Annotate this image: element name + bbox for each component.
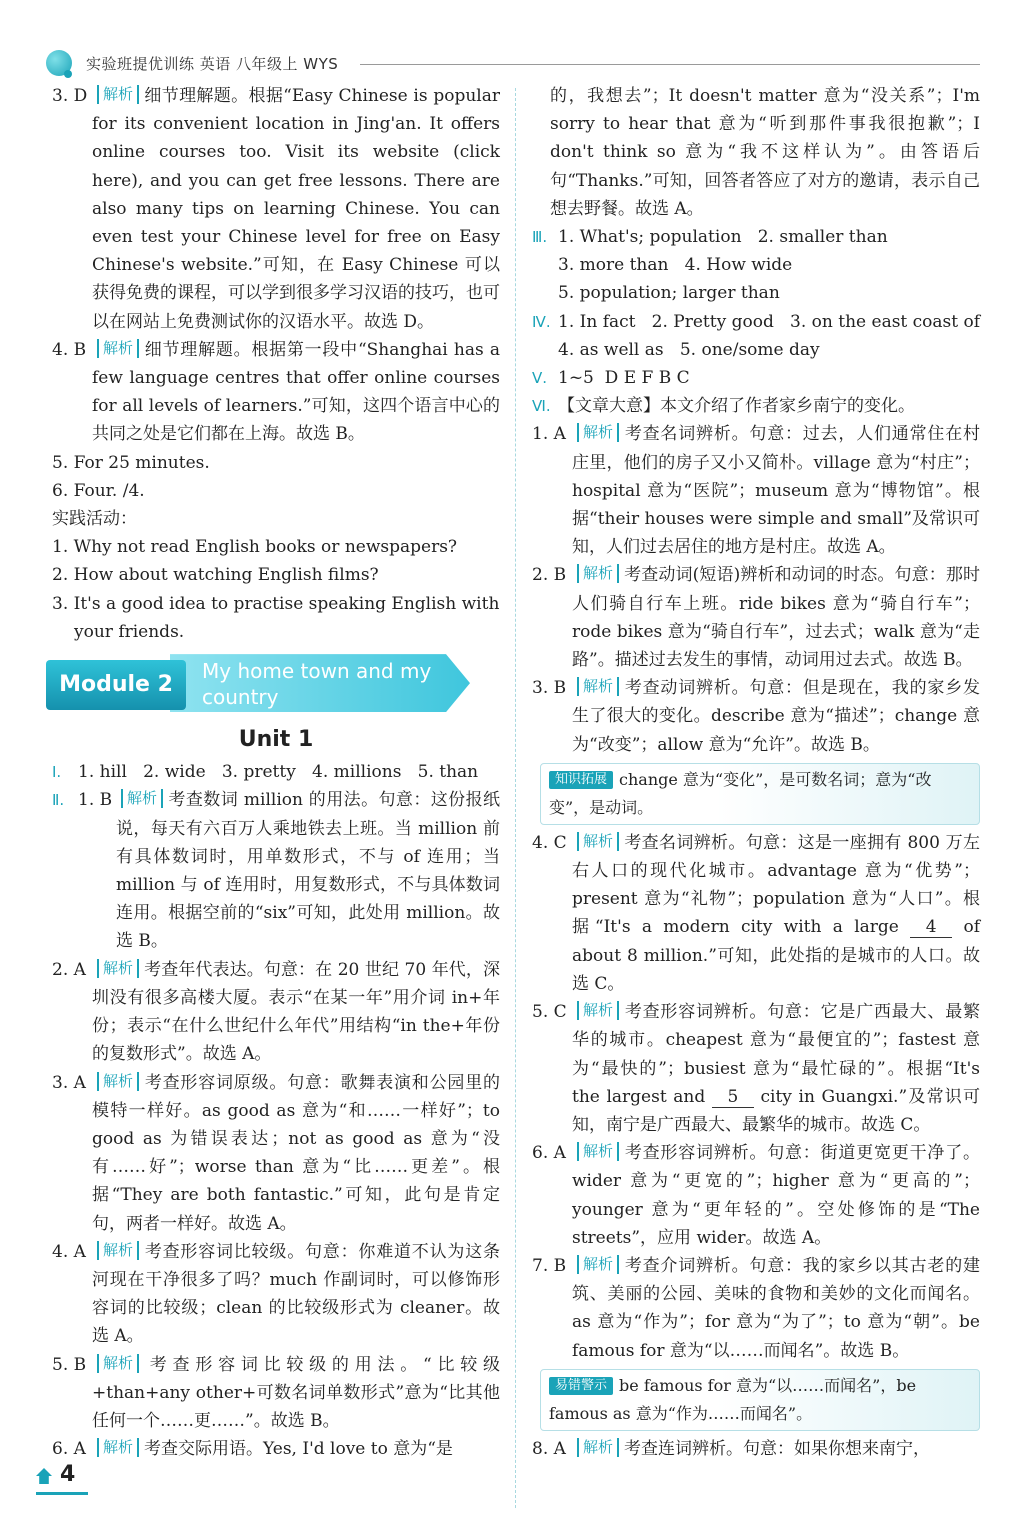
item-text: 考查形容词辨析。句意：它是广西最大、最繁华的城市。cheapest 意为“最便宜的”；fastest 意为“最快的”；busiest 意为“最忙碌的”。根据“It's the largest and [572,1002,980,1107]
unit-title: Unit 1 [238,727,314,753]
item-number: 3. B [532,678,567,699]
analysis-tag: 解析 [577,832,619,851]
analysis-tag: 解析 [577,564,619,583]
item-number: 6. A [52,1439,86,1460]
analysis-tag: 解析 [577,677,619,696]
section-line: 3. more than 4. How wide [558,255,793,276]
analysis-tag: 解析 [577,423,619,442]
warning-box [540,1369,980,1431]
analysis-tag: 解析 [97,1438,139,1457]
answer-item [532,998,980,1139]
section-line: 1. In fact 2. Pretty good 3. on the east coast of [558,311,981,332]
item-number: 1. A [532,424,566,445]
answer-item [52,1238,500,1351]
answer-line: 6. Four. /4. [52,480,145,501]
item-number: 4. B [52,339,87,360]
practice-line: 3. It's a good idea to practise speaking English with your friends. [52,593,500,642]
analysis-tag: 解析 [577,1438,619,1457]
practice-line: 1. Why not read English books or newspapers? [52,537,458,558]
item-number: 7. B [532,1255,567,1276]
item-text: 考查连词辨析。句意：如果你想来南宁， [624,1438,931,1459]
item-number: 4. C [532,832,567,853]
analysis-tag: 解析 [121,789,163,808]
analysis-tag: 解析 [577,1255,619,1274]
blank-number: 4 [910,917,952,938]
column-divider [515,88,516,1508]
answer-item [52,1435,500,1463]
section-line: 1. What's; population 2. smaller than [558,227,888,248]
practice-title: 实践活动： [52,509,137,530]
practice-line: 2. How about watching English films? [52,565,379,586]
section-vi [532,392,980,420]
answer-item [532,674,980,759]
module-label: Module 2 [46,660,186,710]
house-icon [36,1468,52,1484]
module-banner [52,654,500,720]
answer-item [52,1069,500,1238]
answer-item [532,829,980,998]
analysis-tag: 解析 [577,1142,619,1161]
item-number: 5. B [52,1354,87,1375]
blank-number: 5 [712,1087,754,1108]
book-title: 实验班提优训练 英语 八年级上 WYS [86,55,339,73]
answer-item [532,1139,980,1252]
page-header [40,48,980,78]
item-text: 考查形容词比较级的用法。“比较级+than+any other+可数名词单数形式”意为“比其他任何一个……更……”。故选 B。 [92,1354,500,1431]
item-number: 2. B [532,565,567,586]
item-number: 4. A [52,1241,86,1262]
item-text: 细节理解题。根据“Easy Chinese is popular for its convenient location in Jing'an. It offers online courses too. Visit its website (click here), and you can get free lessons. There are also many tips on learning Chinese. You can even test your Chinese level for free on Easy Chinese's website.”可知，在 Easy Chinese 可以获得免费的课程，可以学到很多学习汉语的技巧，也可以在网站上免费测试你的汉语水平。故选 D。 [92,86,500,332]
item-text: 细节理解题。根据第一段中“Shanghai has a few language centres that offer online courses for all levels of learners.”可知，这四个语言中心的共同之处是它们都在上海。故选 B。 [92,339,500,445]
item-text: 考查动词辨析。句意：但是现在，我的家乡发生了很大的变化。describe 意为“描述”；change 意为“改变”；allow 意为“允许”。故选 B。 [572,678,980,755]
page-number [36,1462,88,1496]
analysis-tag: 解析 [97,339,139,358]
logo-dot-icon [64,70,72,78]
item-number: 3. D [52,86,88,106]
header-rule [360,64,980,65]
section-number: Ⅰ. [52,763,62,782]
item-text: 考查交际用语。Yes, I'd love to 意为“是 [144,1439,453,1460]
box-label: 易错警示 [549,1377,613,1395]
analysis-tag: 解析 [97,1072,139,1091]
answer-item [532,1252,980,1365]
item-text: 考查名词辨析。句意：过去，人们通常住在村庄里，他们的房子又小又简朴。village 意为“村庄”；hospital 意为“医院”；museum 意为“博物馆”。根据“their houses were simple and small”及常识可知，人们过去居住的地方是村庄。故选 A。 [572,424,980,558]
section-number: Ⅳ. [532,312,551,331]
answer-item [532,561,980,674]
analysis-tag: 解析 [97,85,139,104]
item-number: 5. C [532,1002,567,1023]
item-text: 考查形容词辨析。句意：街道更宽更干净了。wider 意为“更宽的”；higher 意为“更高的”；younger 意为“更年轻的”。空处修饰的是“The streets”，应用 wider。故选 A。 [572,1143,980,1248]
item-text: 考查介词辨析。句意：我的家乡以其古老的建筑、美丽的公园、美味的食物和美妙的文化而闻名。as 意为“作为”；for 意为“为了”；to 意为“朝”。be famous for 意为“以……而闻名”。故选 B。 [572,1255,980,1361]
item-text: 考查动词(短语)辨析和动词的时态。句意：那时人们骑自行车上班。ride bikes 意为“骑自行车”；rode bikes 意为“骑自行车”，过去式；walk 意为“走路”。描述过去发生的事情，动词用过去式。故选 B。 [572,565,980,671]
left-column [52,82,500,1463]
box-text: change 意为“变化”，是可数名词；意为“改变”，是动词。 [549,769,932,817]
section-iv [532,308,980,364]
item-number: 3. A [52,1072,86,1093]
right-column [532,82,980,1463]
analysis-tag: 解析 [97,1354,139,1373]
section-number: Ⅱ. [52,791,65,810]
answer-item [52,336,500,449]
module-title: My home town and my country [202,659,432,710]
answer-item [532,1435,980,1463]
section-number: Ⅴ. [532,369,548,388]
item-number: 2. A [52,959,86,980]
section-number: Ⅵ. [532,397,551,416]
item-text: 考查年代表达。句意：在 20 世纪 70 年代，深圳没有很多高楼大厦。表示“在某一年”用介词 in+年份；表示“在什么世纪什么年代”用结构“in the+年份的复数形式”。故选 A。 [92,959,500,1065]
item-text: 考查名词辨析。句意：这是一座拥有 800 万左右人口的现代化城市。advantage 意为“优势”；present 意为“礼物”；population 意为“人口”。根据“It's a modern city with a large [572,832,980,938]
section-line: 5. population; larger than [558,283,780,304]
section-line: 4. as well as 5. one/some day [558,339,820,360]
item-text: 考查形容词原级。句意：歌舞表演和公园里的模特一样好。as good as 意为“和……一样好”；to good as 为错误表达；not as good as 意为“没有……好”；worse than 意为“比……更差”。根据“They are both fantastic.”可知，此句是肯定句，两者一样好。故选 A。 [92,1072,500,1234]
item-text: 考查形容词比较级。句意：你难道不认为这条河现在干净很多了吗？much 作副词时，可以修饰形容词的比较级；clean 的比较级形式为 cleaner。故选 A。 [92,1241,500,1347]
analysis-tag: 解析 [577,1001,619,1020]
answer-line: 5. For 25 minutes. [52,452,210,473]
answer-item [52,956,500,1069]
item-text: of about 8 million.”可知，此处指的是城市的人口。故选 C。 [572,917,980,994]
page-number-text: 4 [60,1462,76,1487]
analysis-tag: 解析 [97,1241,139,1260]
item-number: 1. B [78,790,113,811]
item-number: 6. A [532,1143,566,1164]
box-text: be famous for 意为“以……而闻名”，be famous as 意为“作为……而闻名”。 [549,1375,917,1423]
answer-item [532,420,980,561]
section-ii-item [52,786,500,955]
section-number: Ⅲ. [532,228,548,247]
section-text: 【文章大意】本文介绍了作者家乡南宁的变化。 [558,396,915,417]
item-number: 8. A [532,1438,566,1459]
section-iii [532,223,980,308]
answer-item [52,82,500,336]
section-text: 1~5 D E F B C [558,368,690,389]
continued-text: 的，我想去”；It doesn't matter 意为“没关系”；I'm sorry to hear that 意为“听到那件事我很抱歉”；I don't think so 意为“我不这样认为”。由答语后句“Thanks.”可知，回答者答应了对方的邀请，表示自己想去野餐。故选 A。 [550,86,980,219]
analysis-tag: 解析 [97,959,139,978]
knowledge-box [540,763,980,825]
answer-item [52,1351,500,1436]
page-number-underline [36,1492,88,1495]
item-text: city in Guangxi.”及常识可知，南宁是广西最大、最繁华的城市。故选 C。 [572,1086,981,1135]
box-label: 知识拓展 [549,771,613,789]
section-text: 1. hill 2. wide 3. pretty 4. millions 5. than [78,762,479,783]
section-i [52,758,500,786]
section-v [532,364,980,392]
item-text: 考查数词 million 的用法。句意：这份报纸说，每天有六百万人乘地铁去上班。当 million 前有具体数词时，用单数形式，不与 of 连用；当 million 与 of 连用时，用复数形式，不与具体数词连用。根据空前的“six”可知，此处用 million。故选 B。 [116,790,500,952]
